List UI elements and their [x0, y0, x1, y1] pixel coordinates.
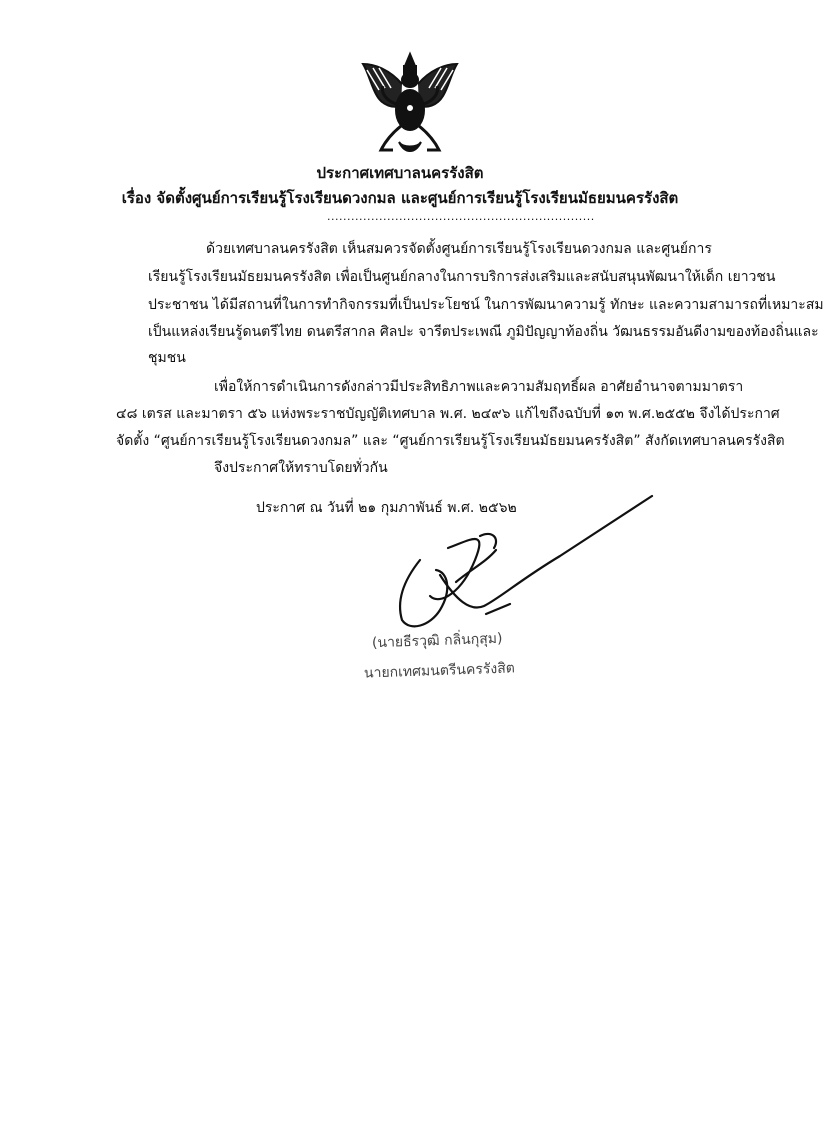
subject-separator: ...................................................................: [327, 210, 595, 223]
signatory-name: (นายธีรวุฒิ กลิ่นกุสุม): [371, 630, 503, 652]
paragraph2-line: จัดตั้ง “ศูนย์การเรียนรู้โรงเรียนดวงกมล” และ “ศูนย์การเรียนรู้โรงเรียนมัธยมนครรังสิต” สังกัดเทศบาลนครรังสิต: [116, 433, 785, 449]
closing-statement: จึงประกาศให้ทราบโดยทั่วกัน: [214, 460, 388, 476]
paragraph1-line: เรียนรู้โรงเรียนมัธยมนครรังสิต เพื่อเป็นศูนย์กลางในการบริการส่งเสริมและสนับสนุนพัฒนาให้เด็ก เยาวชน: [148, 269, 776, 285]
paragraph1-line: ประชาชน ได้มีสถานที่ในการทำกิจกรรมที่เป็นประโยชน์ ในการพัฒนาความรู้ ทักษะ และความสามารถที่เหมาะสม: [148, 297, 824, 313]
announcement-title: ประกาศเทศบาลนครรังสิต: [316, 164, 484, 182]
paragraph1-line: ด้วยเทศบาลนครรังสิต เห็นสมควรจัดตั้งศูนย์การเรียนรู้โรงเรียนดวงกมล และศูนย์การ: [206, 241, 712, 257]
announcement-date: ประกาศ ณ วันที่ ๒๑ กุมภาพันธ์ พ.ศ. ๒๕๖๒: [256, 500, 517, 516]
paragraph2-line: ๔๘ เตรส และมาตรา ๕๖ แห่งพระราชบัญญัติเทศบาล พ.ศ. ๒๔๙๖ แก้ไขถึงฉบับที่ ๑๓ พ.ศ.๒๕๕๒ จึงได้ประกาศ: [116, 406, 780, 422]
paragraph2-line: เพื่อให้การดำเนินการดังกล่าวมีประสิทธิภาพและความสัมฤทธิ์ผล อาศัยอำนาจตามมาตรา: [214, 379, 744, 395]
signatory-position: นายกเทศมนตรีนครรังสิต: [363, 660, 516, 682]
announcement-subject: เรื่อง จัดตั้งศูนย์การเรียนรู้โรงเรียนดวงกมล และศูนย์การเรียนรู้โรงเรียนมัธยมนครรังสิต: [121, 189, 679, 207]
paragraph1-line: เป็นแหล่งเรียนรู้ดนตรีไทย ดนตรีสากล ศิลปะ จารีตประเพณี ภูมิปัญญาท้องถิ่น วัฒนธรรมอันดีงามของท้องถิ่นและ: [148, 324, 819, 340]
paragraph1-line: ชุมชน: [148, 350, 186, 366]
